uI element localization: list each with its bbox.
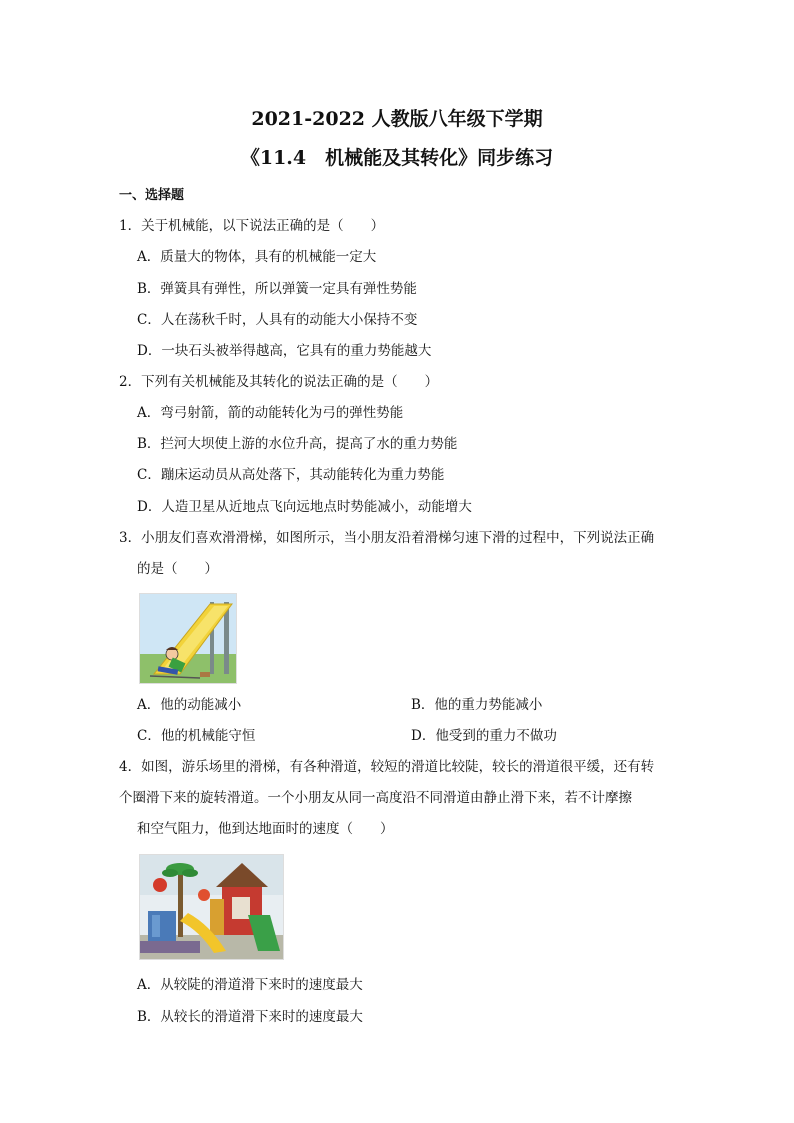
question-3-option-d: D．他受到的重力不做功 xyxy=(411,728,557,744)
question-2-option-c: C．蹦床运动员从高处落下，其动能转化为重力势能 xyxy=(137,467,445,483)
child-on-slide-image xyxy=(140,594,236,683)
question-1-option-d: D．一块石头被举得越高，它具有的重力势能越大 xyxy=(137,343,432,359)
slide-illustration xyxy=(139,593,237,684)
document-title: 2021-2022 人教版八年级下学期 xyxy=(251,108,543,130)
section-heading: 一、选择题 xyxy=(119,188,185,203)
question-4-stem-line-2: 个圈滑下来的旋转滑道。一个小朋友从同一高度沿不同滑道由静止滑下来，若不计摩擦 xyxy=(119,790,632,806)
question-2-option-a: A．弯弓射箭，箭的动能转化为弓的弹性势能 xyxy=(137,405,404,421)
question-4-stem-line-1: 4．如图，游乐场里的滑梯，有各种滑道，较短的滑道比较陡，较长的滑道很平缓，还有转 xyxy=(119,759,655,775)
question-2-option-b: B．拦河大坝使上游的水位升高，提高了水的重力势能 xyxy=(137,436,458,452)
question-1-option-a: A．质量大的物体，具有的机械能一定大 xyxy=(137,249,377,265)
question-4-option-a: A．从较陡的滑道滑下来时的速度最大 xyxy=(137,977,363,993)
question-3-option-c: C．他的机械能守恒 xyxy=(137,728,256,744)
question-3-option-b: B．他的重力势能减小 xyxy=(411,697,543,713)
question-3-stem-line-2: 的是（ ） xyxy=(137,561,218,577)
question-4-option-b: B．从较长的滑道滑下来时的速度最大 xyxy=(137,1009,363,1025)
question-2-option-d: D．人造卫星从近地点飞向远地点时势能减小，动能增大 xyxy=(137,499,472,515)
question-1-option-b: B．弹簧具有弹性，所以弹簧一定具有弹性势能 xyxy=(137,281,417,297)
question-1-stem: 1．关于机械能，以下说法正确的是（ ） xyxy=(119,218,385,234)
question-3-option-a: A．他的动能减小 xyxy=(137,697,242,713)
question-1-option-c: C．人在荡秋千时，人具有的动能大小保持不变 xyxy=(137,312,418,328)
document-subtitle: 《11.4 机械能及其转化》同步练习 xyxy=(240,147,554,169)
playground-illustration xyxy=(139,854,284,960)
question-3-stem-line-1: 3．小朋友们喜欢滑滑梯，如图所示，当小朋友沿着滑梯匀速下滑的过程中，下列说法正确 xyxy=(119,530,655,546)
question-4-stem-line-3: 和空气阻力，他到达地面时的速度（ ） xyxy=(137,821,394,837)
question-2-stem: 2．下列有关机械能及其转化的说法正确的是（ ） xyxy=(119,374,439,390)
playground-slide-image xyxy=(140,855,283,959)
